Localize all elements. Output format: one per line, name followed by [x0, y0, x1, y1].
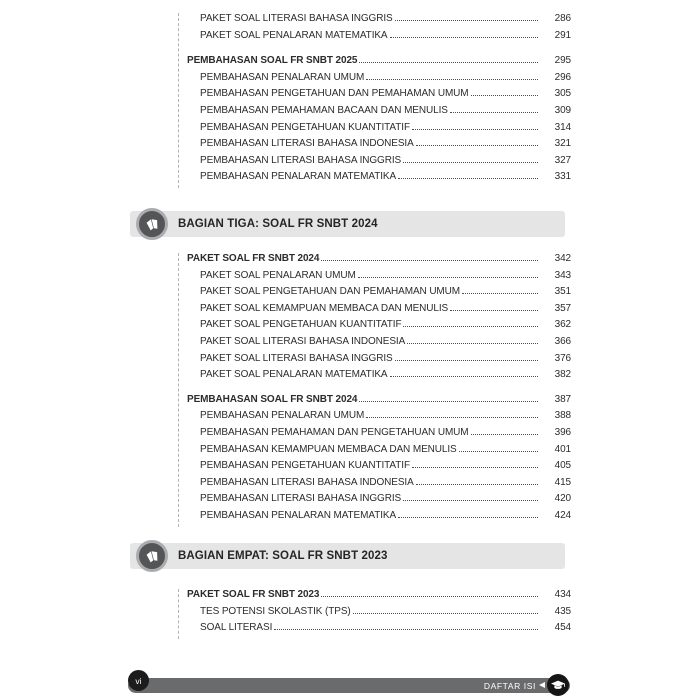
dot-leader: [366, 416, 538, 418]
toc-entry-label: PAKET SOAL LITERASI BAHASA INGGRIS: [200, 13, 393, 24]
dot-leader: [274, 628, 538, 630]
toc-page-number: 286: [554, 13, 571, 24]
toc-page-number: 342: [554, 253, 571, 264]
toc-section-snbt2025: [178, 13, 571, 188]
toc-page-number: 388: [554, 410, 571, 422]
toc-row: [179, 606, 571, 623]
toc-page-number: 291: [554, 29, 571, 41]
toc-row: [179, 336, 571, 353]
dot-leader: [395, 359, 538, 361]
toc-page-number: 405: [554, 460, 571, 472]
toc-entry-label: PAKET SOAL PENGETAHUAN DAN PEMAHAMAN UMUM: [200, 286, 461, 298]
toc-entry-label: PEMBAHASAN PENGETAHUAN DAN PEMAHAMAN UMUM: [200, 88, 469, 100]
toc-header-label: PAKET SOAL FR SNBT 2023: [187, 589, 320, 600]
toc-entry-label: PEMBAHASAN PENALARAN MATEMATIKA: [200, 509, 397, 521]
toc-row-list: [179, 270, 571, 386]
section-banner-title: BAGIAN TIGA: SOAL FR SNBT 2024: [178, 218, 378, 230]
dot-leader: [353, 612, 538, 614]
toc-entry-label: PAKET SOAL PENALARAN MATEMATIKA: [200, 29, 388, 41]
toc-entry-label: PEMBAHASAN PENGETAHUAN KUANTITATIF: [200, 121, 410, 133]
toc-row: [179, 353, 571, 370]
toc-entry-label: PEMBAHASAN LITERASI BAHASA INDONESIA: [200, 476, 414, 488]
toc-page-number: 435: [554, 605, 571, 617]
toc-row: [179, 88, 571, 105]
toc-row: [179, 286, 571, 303]
toc-header-label: PAKET SOAL FR SNBT 2024: [187, 253, 320, 264]
toc-page-number: 387: [554, 393, 571, 405]
toc-section-snbt2024: [178, 253, 571, 527]
toc-page-number: 309: [554, 104, 571, 116]
dot-leader: [403, 325, 538, 327]
dot-leader: [359, 61, 538, 63]
dot-leader: [358, 276, 538, 278]
open-book-icon: [144, 216, 161, 233]
toc-row-list: [179, 72, 571, 188]
dot-leader: [471, 94, 538, 96]
toc-page-number: 314: [554, 121, 571, 133]
dot-leader: [450, 309, 538, 311]
toc-entry-label: PAKET SOAL KEMAMPUAN MEMBACA DAN MENULIS: [200, 302, 449, 314]
toc-page-number: 382: [554, 369, 571, 381]
toc-page-number: 434: [554, 589, 571, 600]
dot-leader: [403, 161, 538, 163]
toc-row: [179, 270, 571, 287]
toc-section-snbt2023: [178, 589, 571, 639]
dot-leader: [462, 292, 538, 294]
section-banner-bagian-empat: [130, 543, 565, 569]
dot-leader: [321, 259, 538, 261]
section-badge: [136, 208, 168, 240]
toc-row: [179, 460, 571, 477]
toc-page-number: 366: [554, 335, 571, 347]
toc-header-row: [179, 589, 571, 606]
toc-entry-label: PAKET SOAL PENGETAHUAN KUANTITATIF: [200, 319, 402, 331]
dot-leader: [359, 400, 538, 402]
toc-entry-label: SOAL LITERASI: [200, 622, 273, 634]
dot-leader: [412, 466, 538, 468]
toc-row: [179, 369, 571, 386]
toc-page-number: 362: [554, 319, 571, 331]
section-banner-bagian-tiga: [130, 211, 565, 237]
dot-leader: [395, 19, 538, 21]
toc-page-number: 305: [554, 88, 571, 100]
toc-page-number: 321: [554, 138, 571, 150]
toc-page-number: 296: [554, 71, 571, 83]
toc-row: [179, 72, 571, 89]
toc-page-number: 351: [554, 286, 571, 298]
open-book-icon: [144, 548, 161, 565]
toc-entry-label: TES POTENSI SKOLASTIK (TPS): [200, 605, 351, 617]
toc-row: [179, 477, 571, 494]
footer-badge: [547, 674, 569, 696]
toc-page-number: 331: [554, 171, 571, 183]
toc-page-number: 401: [554, 443, 571, 455]
dot-leader: [366, 78, 538, 80]
dot-leader: [471, 433, 538, 435]
dot-leader: [416, 144, 538, 146]
toc-page-number: 454: [554, 622, 571, 634]
toc-row-list: [179, 410, 571, 526]
toc-entry-label: PAKET SOAL LITERASI BAHASA INDONESIA: [200, 335, 406, 347]
toc-entry-label: PEMBAHASAN PENALARAN UMUM: [200, 71, 365, 83]
toc-page-number: 396: [554, 426, 571, 438]
toc-row: [179, 13, 571, 30]
dot-leader: [450, 111, 538, 113]
toc-page-number: 424: [554, 509, 571, 521]
toc-header-label: PEMBAHASAN SOAL FR SNBT 2024: [187, 393, 358, 405]
toc-row: [179, 155, 571, 172]
toc-entry-label: PAKET SOAL PENALARAN MATEMATIKA: [200, 369, 388, 381]
toc-row: [179, 410, 571, 427]
dot-leader: [412, 128, 538, 130]
dot-leader: [398, 516, 538, 518]
toc-header-label: PEMBAHASAN SOAL FR SNBT 2025: [187, 55, 358, 67]
dot-leader: [321, 595, 538, 597]
toc-row: [179, 427, 571, 444]
toc-entry-label: PEMBAHASAN PENALARAN UMUM: [200, 410, 365, 422]
toc-page-number: 357: [554, 302, 571, 314]
toc-header-row: [179, 394, 571, 411]
toc-row: [179, 510, 571, 527]
footer-bar: [128, 675, 570, 693]
toc-row: [179, 138, 571, 155]
toc-entry-label: PEMBAHASAN PENALARAN MATEMATIKA: [200, 171, 397, 183]
toc-row-list: [179, 606, 571, 639]
section-banner-title: BAGIAN EMPAT: SOAL FR SNBT 2023: [178, 550, 388, 562]
toc-row: [179, 444, 571, 461]
group-gap: [179, 46, 571, 55]
toc-entry-label: PEMBAHASAN KEMAMPUAN MEMBACA DAN MENULIS: [200, 443, 457, 455]
toc-entry-label: PEMBAHASAN PEMAHAMAN DAN PENGETAHUAN UMUM: [200, 426, 469, 438]
toc-page-number: 295: [554, 55, 571, 67]
toc-page-number: 343: [554, 269, 571, 281]
toc-page-number: 376: [554, 352, 571, 364]
section-badge: [136, 540, 168, 572]
toc-row: [179, 122, 571, 139]
toc-row: [179, 171, 571, 188]
page-number: vi: [135, 675, 142, 686]
toc-entry-label: PEMBAHASAN PEMAHAMAN BACAAN DAN MENULIS: [200, 104, 448, 116]
dot-leader: [403, 499, 538, 501]
toc-row-list: [179, 13, 571, 46]
toc-entry-label: PEMBAHASAN LITERASI BAHASA INDONESIA: [200, 138, 414, 150]
toc-entry-label: PEMBAHASAN PENGETAHUAN KUANTITATIF: [200, 460, 410, 472]
dot-leader: [390, 375, 538, 377]
footer-section-label: DAFTAR ISI: [483, 680, 536, 691]
dot-leader: [459, 450, 538, 452]
toc-entry-label: PAKET SOAL LITERASI BAHASA INGGRIS: [200, 352, 393, 364]
toc-row: [179, 319, 571, 336]
page-number-badge: [128, 670, 149, 691]
pointer-icon: [539, 682, 545, 688]
toc-page-number: 415: [554, 476, 571, 488]
toc-page-number: 420: [554, 493, 571, 505]
toc-row: [179, 622, 571, 639]
toc-header-row: [179, 55, 571, 72]
toc-row: [179, 30, 571, 47]
toc-entry-label: PEMBAHASAN LITERASI BAHASA INGGRIS: [200, 493, 402, 505]
toc-entry-label: PAKET SOAL PENALARAN UMUM: [200, 269, 356, 281]
dot-leader: [416, 483, 538, 485]
toc-row: [179, 303, 571, 320]
toc-header-row: [179, 253, 571, 270]
toc-entry-label: PEMBAHASAN LITERASI BAHASA INGGRIS: [200, 154, 402, 166]
dot-leader: [390, 36, 538, 38]
graduation-cap-icon: [550, 677, 566, 693]
dot-leader: [407, 342, 538, 344]
group-gap: [179, 386, 571, 394]
toc-row: [179, 493, 571, 510]
toc-row: [179, 105, 571, 122]
dot-leader: [398, 177, 538, 179]
toc-page-number: 327: [554, 154, 571, 166]
